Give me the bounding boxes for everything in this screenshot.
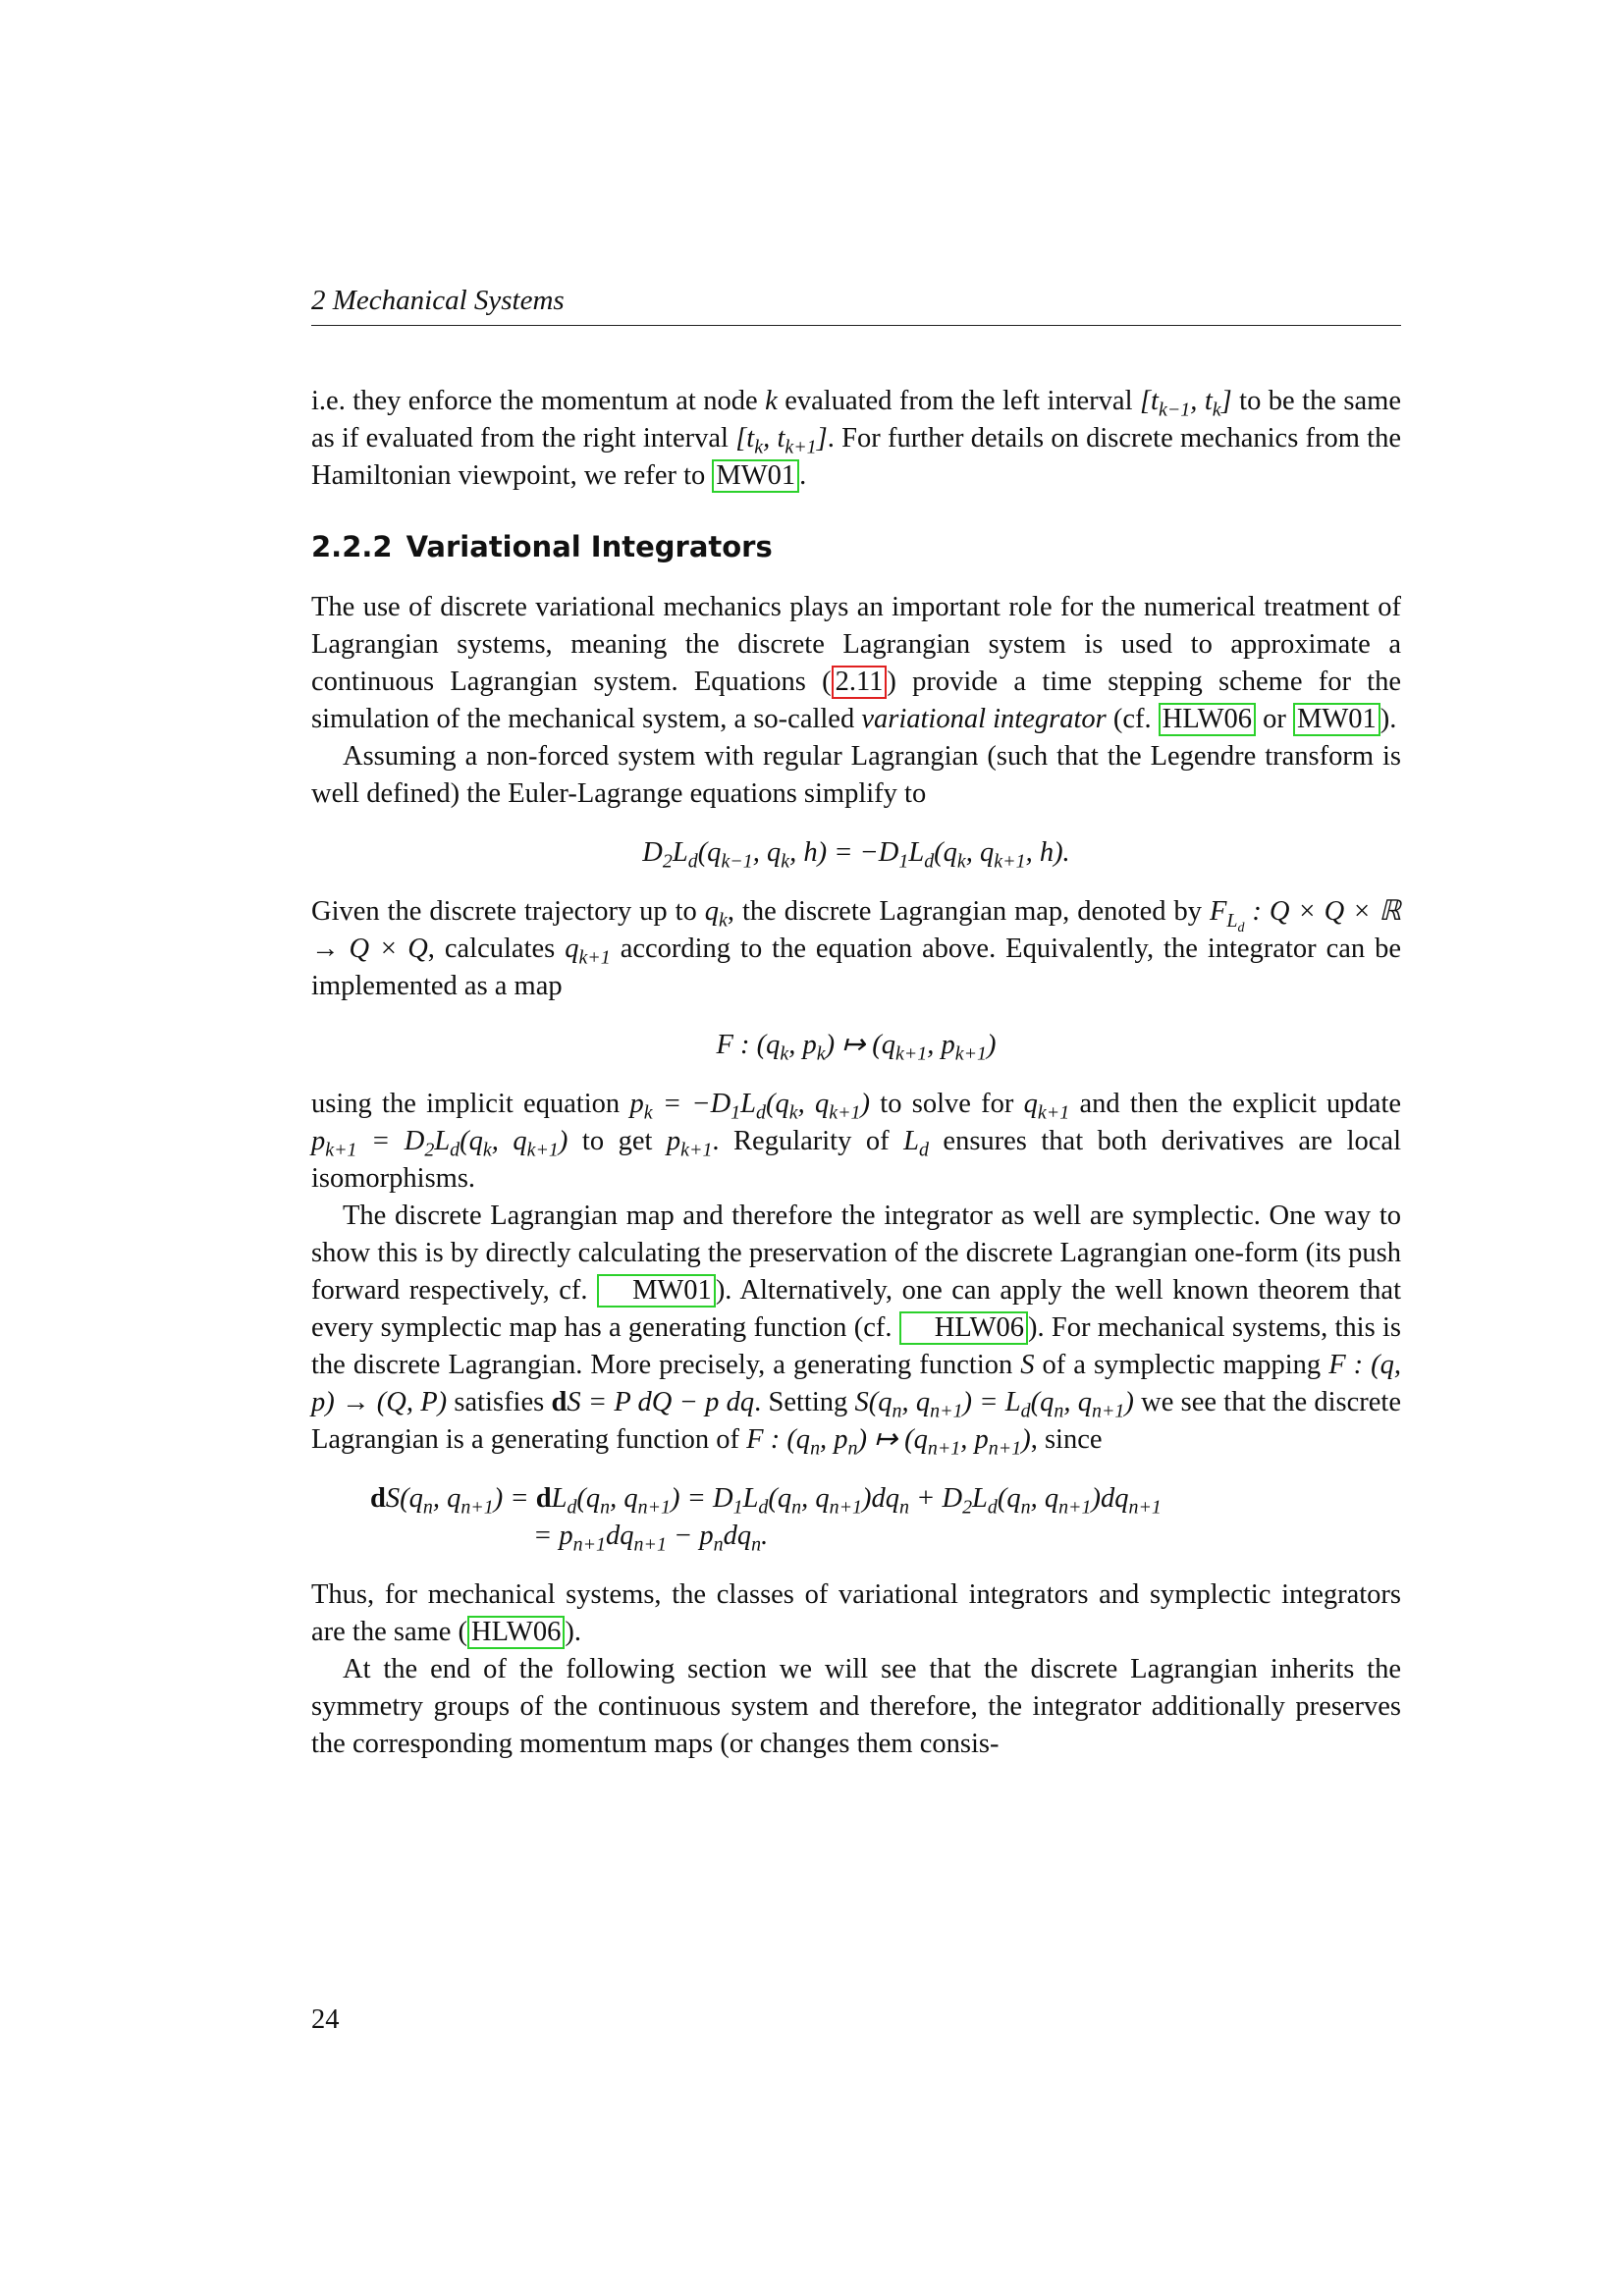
- body-text: [311, 383, 1401, 1763]
- interval-left: [$t_{k-1}$, $t_k$]: [1139, 386, 1232, 421]
- page-number: 24: [311, 2004, 340, 2035]
- equation-link[interactable]: 2.11: [832, 666, 888, 699]
- section-heading: [311, 528, 1401, 565]
- paragraph-5: using the implicit equation $p_k = -D_1L_d(q_k$, $q_{k+1}$) to solve for $q_{k+1}$ and then the explicit update $p_{k+1} = D_2L_d(q_k$, $q_{k+1}$) to get $p_{k+1}$. Regularity of $L_d$ ensures that both derivatives are local isomorphisms.: [311, 1089, 1402, 1194]
- equation-euler-lagrange: $D_2L_d(q_{k-1}$, $q_k$, $h) = -D_1L_d(q_k$, $q_{k+1}$, h).: [642, 837, 1070, 873]
- paragraph-2: The use of discrete variational mechanics plays an important role for the numerical treatment of Lagrangian systems, meaning the discrete Lagrangian system is used to approximate a continuous Lagrangian system. Equations ( 2.11 ) provide a time stepping scheme for the simulation of the mechanical system, a so-called variational integrator (cf. HLW06 or MW01 ).: [311, 592, 1402, 734]
- paragraph-7: Thus, for mechanical systems, the classes of variational integrators and symplectic integrators are the same ( HLW06 ).: [311, 1579, 1401, 1647]
- citation-link[interactable]: MW01: [712, 459, 799, 493]
- equation-map: F : ($q_k$, $p_k$) ↦ ($q_{k+1}$, $p_{k+1}$): [716, 1030, 997, 1065]
- section-number: 2.2.2: [311, 530, 393, 563]
- interval-right: [$t_k$, $t_{k+1}$]: [735, 423, 828, 458]
- paragraph-8: At the end of the following section we will see that the discrete Lagrangian inherits the symmetry groups of the continuous system and therefore, the integrator additionally preserves the corresponding momentum maps (or changes them consis-: [311, 1654, 1401, 1759]
- citation-link[interactable]: HLW06: [899, 1311, 1028, 1345]
- paragraph-1: i.e. they enforce the momentum at node k evaluated from the left interval [$t_{k-1}$, $t_k$] to be the same as if evaluated from the right interval [$t_k$, $t_{k+1}$]. For further details on discrete mechanics from the Hamiltonian viewpoint, we refer to MW01 .: [311, 386, 1401, 491]
- paragraph-4: Given the discrete trajectory up to $q_k$, the discrete Lagrangian map, denoted by $F_{L_d}$ : Q × Q × ℝ → Q × Q, calculates $q_{k+1}$ according to the equation above. Equivalently, the integrator can be implemented as a map: [311, 896, 1401, 1001]
- running-head: 2 Mechanical Systems: [311, 285, 1401, 326]
- paragraph-3: Assuming a non-forced system with regular Lagrangian (such that the Legendre transform is well defined) the Euler-Lagrange equations simplify to: [311, 741, 1401, 809]
- citation-link[interactable]: HLW06: [1159, 703, 1256, 736]
- section-title: Variational Integrators: [406, 530, 773, 563]
- paragraph-6: The discrete Lagrangian map and therefore the integrator as well are symplectic. One way to show this is by directly calculating the preservation of the discrete Lagrangian one-form (its push forward respectively, cf. MW01 ). Alternatively, one can apply the well known theorem that every symplectic map has a generating function (cf. HLW06 ). For mechanical systems, this is the discrete Lagrangian. More precisely, a generating function S of a symplectic mapping F : (q, p) → (Q, P) satisfies dS = P dQ − p dq. Setting $S(q_n$, $q_{n+1}) = L_d(q_n$, $q_{n+1}$) we see that the discrete Lagrangian is a generating function of F : ($q_n$, $p_n$) ↦ ($q_{n+1}$, $p_{n+1}$), since: [311, 1201, 1402, 1460]
- citation-link[interactable]: HLW06: [467, 1616, 565, 1649]
- citation-link[interactable]: MW01: [597, 1274, 716, 1308]
- equation-generating-function: $dS(q_n$, $q_{n+1}) = dL_d(q_n$, $q_{n+1}) = D_1L_d(q_n$, $q_{n+1})dq_n + D_2L_d(q_n$, $q_{n+1})dq_{n+1}$ = $p_{n+1}dq_{n+1} - p_ndq_n$.: [370, 1483, 1162, 1556]
- citation-link[interactable]: MW01: [1293, 703, 1380, 736]
